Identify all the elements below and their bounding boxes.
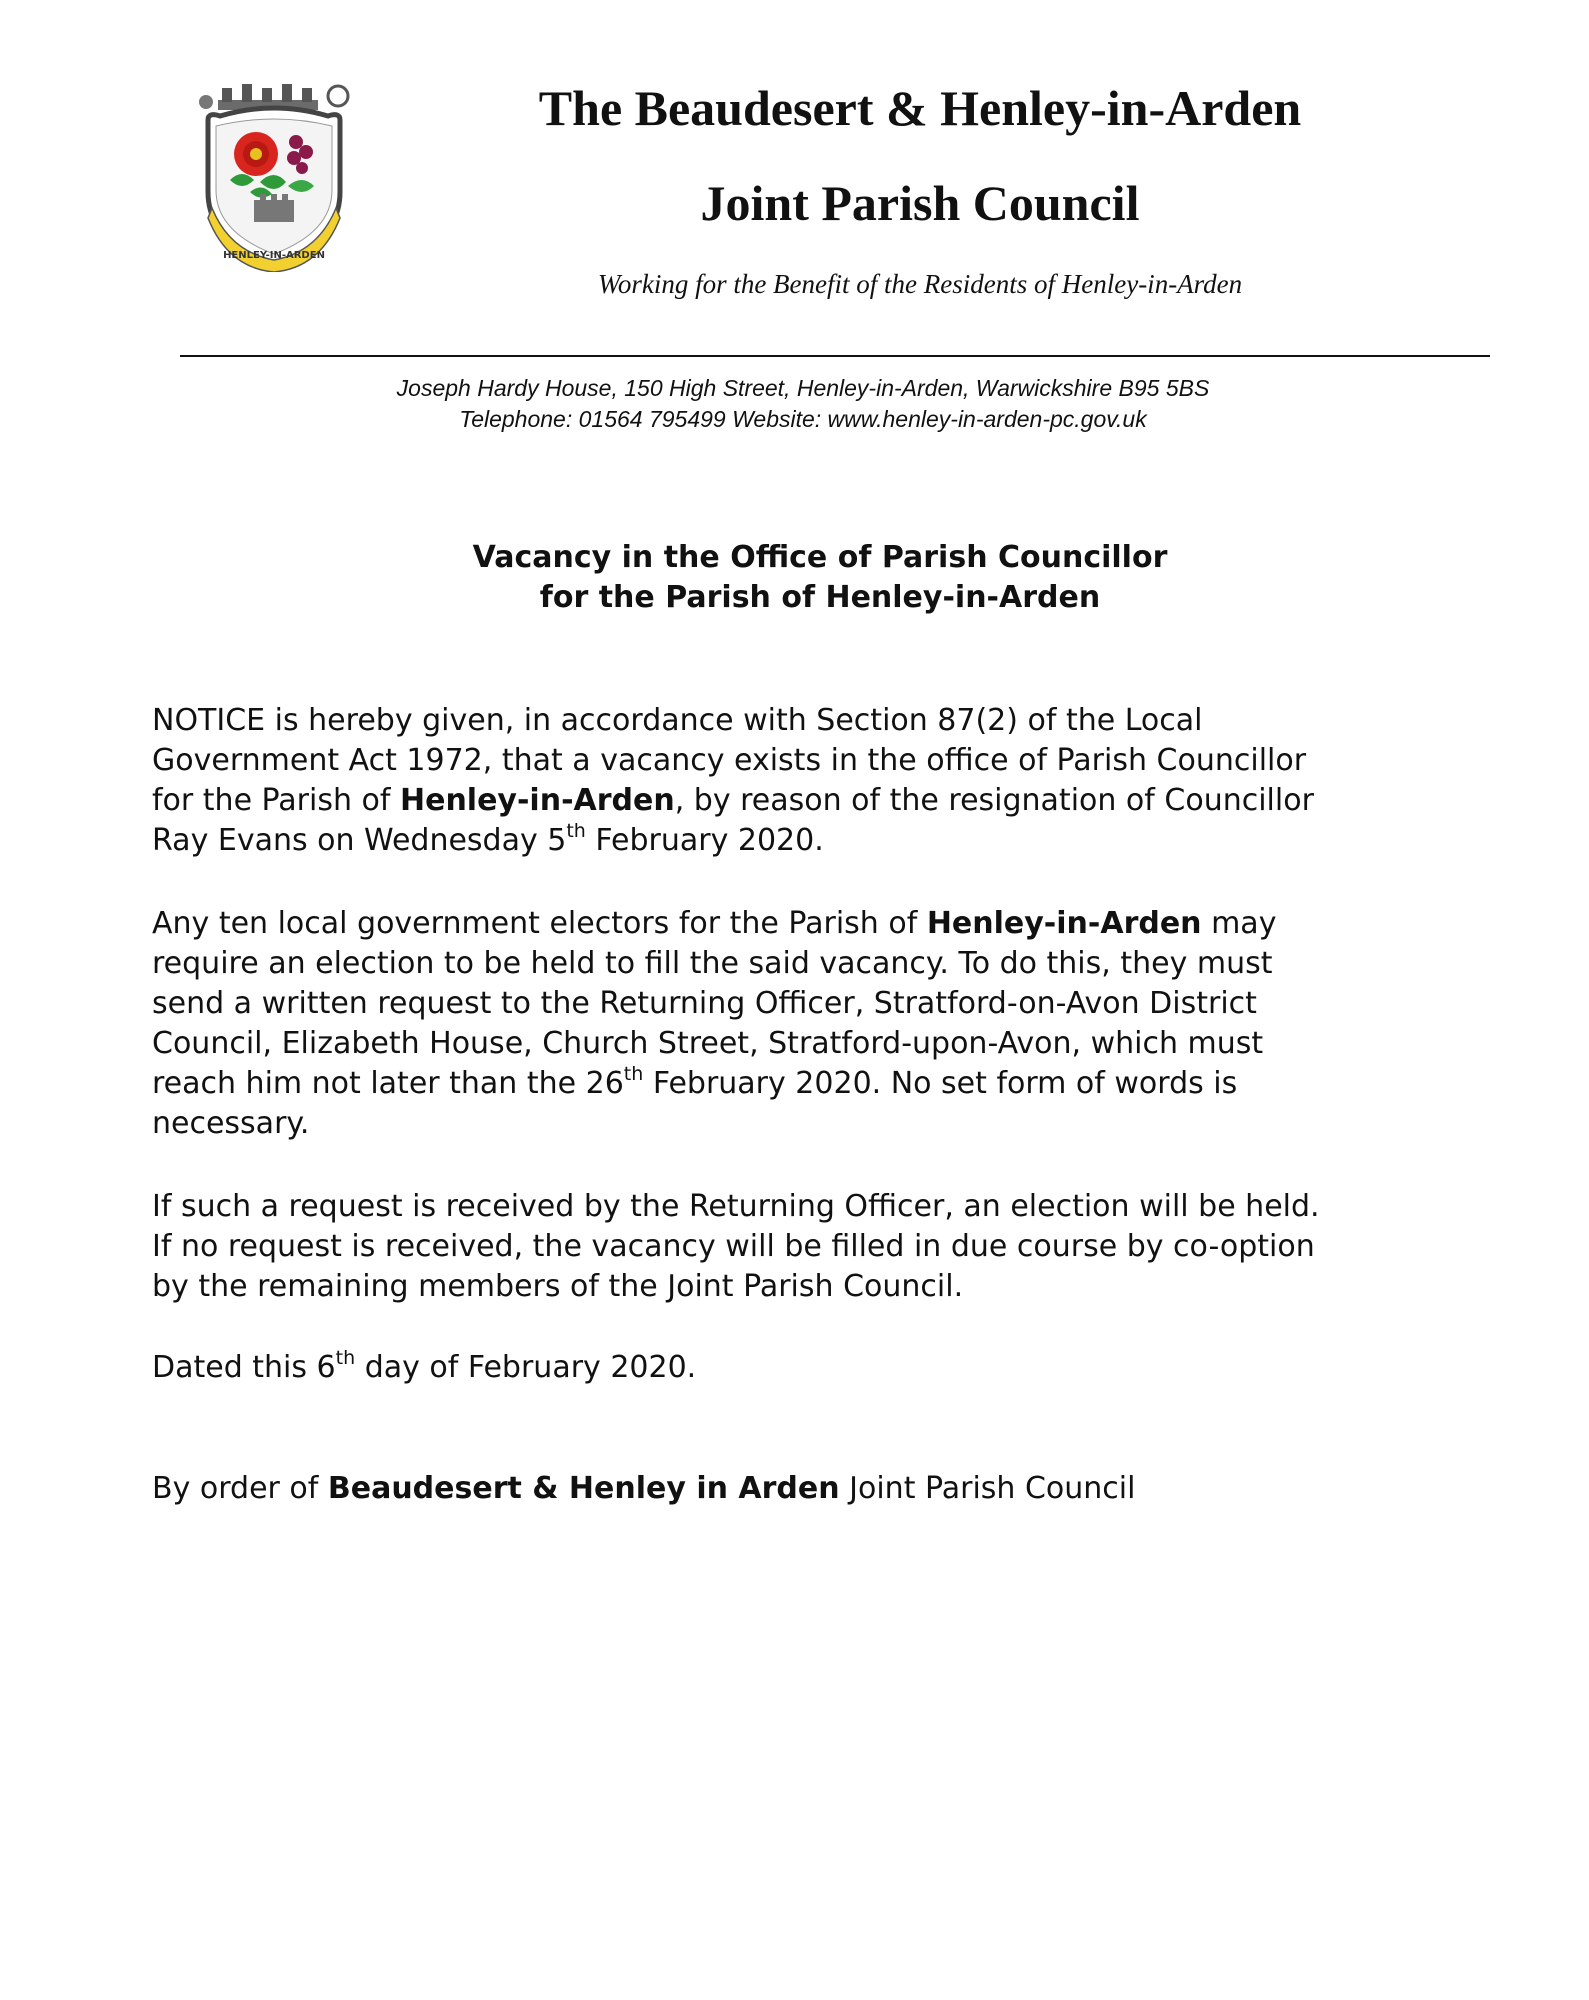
para1-line4-text: Ray Evans on Wednesday 5 [152, 823, 567, 858]
notice-title-line2: for the Parish of Henley-in-Arden [539, 580, 1101, 615]
parish-name-bold: Henley-in-Arden [926, 906, 1202, 941]
para3-line3: by the remaining members of the Joint Parish Council. [152, 1269, 964, 1304]
para2-line5 [152, 1064, 1472, 1104]
council-address: Joseph Hardy House, 150 High Street, Henley-in-Arden, Warwickshire B95 5BS [396, 375, 1210, 401]
para3-line1: If such a request is received by the Returning Officer, an election will be held. [152, 1189, 1320, 1224]
para1-line1: NOTICE is hereby given, in accordance with Section 87(2) of the Local [152, 703, 1203, 738]
date-text [152, 1348, 1472, 1388]
notice-signoff [152, 1469, 1472, 1509]
para2-line1-text: Any ten local government electors for the Parish of [152, 906, 927, 941]
parish-name-bold: Henley-in-Arden [399, 783, 675, 818]
para2-line5-tail: February 2020. No set form of words is [643, 1066, 1238, 1101]
para2-line6: necessary. [152, 1106, 310, 1141]
notice-title-line1: Vacancy in the Office of Parish Councillor [472, 540, 1168, 575]
ordinal-suffix: th [623, 1063, 644, 1085]
para2-line4: Council, Elizabeth House, Church Street, Stratford-upon-Avon, which must [152, 1026, 1264, 1061]
para3-line2: If no request is received, the vacancy will be filled in due course by co-option [152, 1229, 1315, 1264]
header-divider [180, 355, 1490, 357]
council-name-line2: Joint Parish Council [700, 175, 1140, 231]
notice-paragraph-1 [152, 701, 1472, 861]
council-crest-logo [190, 82, 360, 272]
crest-rose [234, 132, 278, 176]
para2-line5-text: reach him not later than the 26 [152, 1066, 624, 1101]
crest-banner-text: HENLEY-IN-ARDEN [223, 250, 325, 261]
council-name-bold: Beaudesert & Henley in Arden [327, 1471, 840, 1506]
date-text-pre: Dated this 6 [152, 1350, 336, 1385]
para1-line3-tail: , by reason of the resignation of Councillor [674, 783, 1314, 818]
para1-line3 [152, 781, 1472, 821]
para2-line1-tail: may [1201, 906, 1277, 941]
council-contact: Telephone: 01564 795499 Website: www.henley-in-arden-pc.gov.uk [459, 406, 1147, 432]
ordinal-suffix: th [566, 820, 586, 842]
signoff-post: Joint Parish Council [839, 1471, 1136, 1506]
signoff-text [152, 1469, 1472, 1509]
date-text-post: day of February 2020. [355, 1350, 697, 1385]
notice-date-line [152, 1348, 1472, 1388]
para2-line1 [152, 904, 1472, 944]
para1-line3-text: for the Parish of [152, 783, 400, 818]
ordinal-suffix: th [335, 1347, 356, 1369]
para1-line4 [152, 821, 1472, 861]
para1-line4-tail: February 2020. [585, 823, 824, 858]
notice-paragraph-3 [152, 1187, 1472, 1307]
para2-line2: require an election to be held to fill the said vacancy. To do this, they must [152, 946, 1273, 981]
para1-line2: Government Act 1972, that a vacancy exists in the office of Parish Councillor [152, 743, 1307, 778]
notice-paragraph-2 [152, 904, 1472, 1144]
para2-line3: send a written request to the Returning Officer, Stratford-on-Avon District [152, 986, 1257, 1021]
council-tagline: Working for the Benefit of the Residents of Henley-in-Arden [597, 269, 1243, 299]
council-name-line1: The Beaudesert & Henley-in-Arden [538, 80, 1302, 136]
signoff-pre: By order of [152, 1471, 328, 1506]
